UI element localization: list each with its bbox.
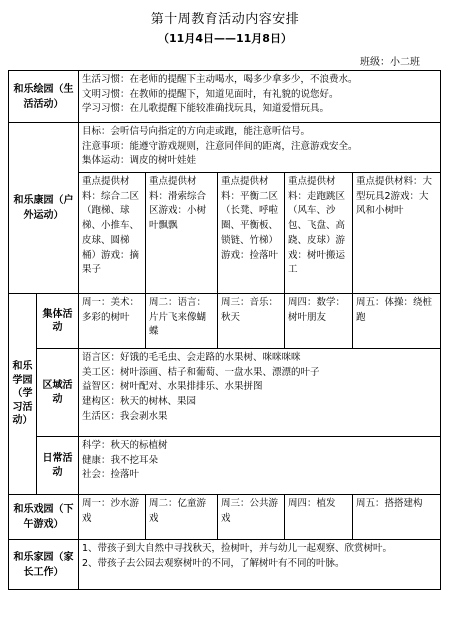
daily-item: 社会：捡落叶 (82, 469, 140, 481)
outdoor-notes (79, 123, 441, 173)
area-item: 生活区：我会剥水果 (82, 410, 168, 422)
cell-text: 周一：沙水游戏 (82, 498, 140, 524)
life-item: 学习习惯：在儿歌提醒下能较准确找玩具，知道爱惜玩具。 (82, 103, 330, 115)
cell-text: 周五：体操：绕桩跑 (356, 297, 433, 323)
grade-label: 班级： (360, 57, 390, 68)
area-activity-label: 区域活动 (37, 349, 79, 437)
life-section (9, 71, 441, 123)
area-item: 美工区：树叶添画、桔子和葡萄、一盘水果、漂漂的叶子 (82, 366, 320, 378)
outdoor-group-game: 集体运动：调皮的树叶娃娃 (82, 155, 197, 167)
learning-label: 和乐学园（学习活动） (9, 294, 37, 495)
cell-text: 重点提供材料：综合二区（跑梯、球梯、小推车、皮球、圆梯桶）游戏：摘果子 (82, 176, 140, 276)
outdoor-day-1 (79, 173, 146, 294)
cell-text: 周二：语言：片片飞来像蝴蝶 (149, 297, 207, 338)
afternoon-day-5 (353, 495, 441, 540)
learning-daily-row (9, 437, 441, 495)
learning-group-row (9, 294, 441, 349)
area-item: 语言区：好饿的毛毛虫、会走路的水果树、咪咪咪咪 (82, 352, 301, 363)
life-label: 和乐绘园（生活活动） (9, 71, 79, 123)
cell-text: 周三：公共游戏 (221, 498, 279, 524)
family-content (79, 540, 441, 590)
learning-area-row (9, 349, 441, 437)
afternoon-label: 和乐戏园（下午游戏） (9, 495, 79, 540)
page-title: 第十周教育活动内容安排 (150, 12, 300, 27)
daily-item: 科学：秋天的标植树 (82, 440, 168, 451)
life-content (79, 71, 441, 123)
family-item: 2、带孩子去公园去观察树叶的不同，了解树叶有不同的叶脉。 (82, 557, 345, 569)
cell-text: 周四：植发 (288, 498, 336, 509)
group-day-3 (218, 294, 285, 349)
group-activity-label: 集体活动 (37, 294, 79, 349)
area-item: 益智区：树叶配对、水果排排乐、水果拼图 (82, 381, 263, 393)
outdoor-goal: 目标：会听信号向指定的方向走或跑，能注意听信号。 (82, 126, 311, 137)
cell-text: 重点提供材料：平衡二区（长凳、呼啦圈、平衡板、锁链、竹梯）游戏：捡落叶 (221, 176, 279, 261)
outdoor-day-3 (218, 173, 285, 294)
cell-text: 周五：搭搭建构 (356, 498, 423, 509)
afternoon-row (9, 495, 441, 540)
outdoor-notes-row (9, 123, 441, 173)
afternoon-day-1 (79, 495, 146, 540)
daily-item: 健康：我不挖耳朵 (82, 454, 159, 466)
group-day-1 (79, 294, 146, 349)
cell-text: 周二：亿童游戏 (149, 498, 207, 524)
group-day-4 (285, 294, 353, 349)
area-activity-content (79, 349, 441, 437)
grade-value: 小二班 (390, 57, 420, 68)
area-item: 建构区：秋天的树林、果园 (82, 396, 197, 408)
cell-text: 周四：数学：树叶朋友 (288, 297, 346, 323)
daily-activity-label: 日常活动 (37, 437, 79, 495)
outdoor-day-5 (353, 173, 441, 294)
outdoor-caution: 注意事项：能遵守游戏规则，注意同伴间的距离，注意游戏安全。 (82, 140, 358, 152)
grade-info (360, 53, 420, 68)
date-range: （11月4日——11月8日） (158, 32, 292, 45)
group-day-5 (353, 294, 441, 349)
afternoon-day-3 (218, 495, 285, 540)
family-row (9, 540, 441, 590)
cell-text: 周三：音乐：秋天 (221, 297, 279, 323)
outdoor-label: 和乐康园（户外运动） (9, 123, 79, 294)
cell-text: 重点提供材料：滑索综合区游戏：小树叶飘飘 (149, 176, 207, 232)
family-label: 和乐家园（家长工作） (9, 540, 79, 590)
life-item: 文明习惯：在教师的提醒下，知道见面时，有礼貌的说您好。 (82, 88, 339, 100)
schedule-table (8, 70, 441, 590)
daily-activity-content (79, 437, 441, 495)
outdoor-day-4 (285, 173, 353, 294)
outdoor-day-2 (146, 173, 218, 294)
cell-text: 重点提供材料：大型玩具2游戏：大风和小树叶 (356, 176, 433, 217)
cell-text: 重点提供材料：走跑跳区（风车、沙包、飞盘、高跷、皮球）游戏：树叶搬运工 (288, 176, 346, 276)
group-day-2 (146, 294, 218, 349)
life-item: 生活习惯：在老师的提醒下主动喝水，喝多少拿多少，不浪费水。 (82, 74, 358, 85)
family-item: 1、带孩子到大自然中寻找秋天，捡树叶，并与幼儿一起观察、欣赏树叶。 (82, 543, 393, 554)
afternoon-day-2 (146, 495, 218, 540)
afternoon-day-4 (285, 495, 353, 540)
cell-text: 周一：美术：多彩的树叶 (82, 297, 140, 323)
